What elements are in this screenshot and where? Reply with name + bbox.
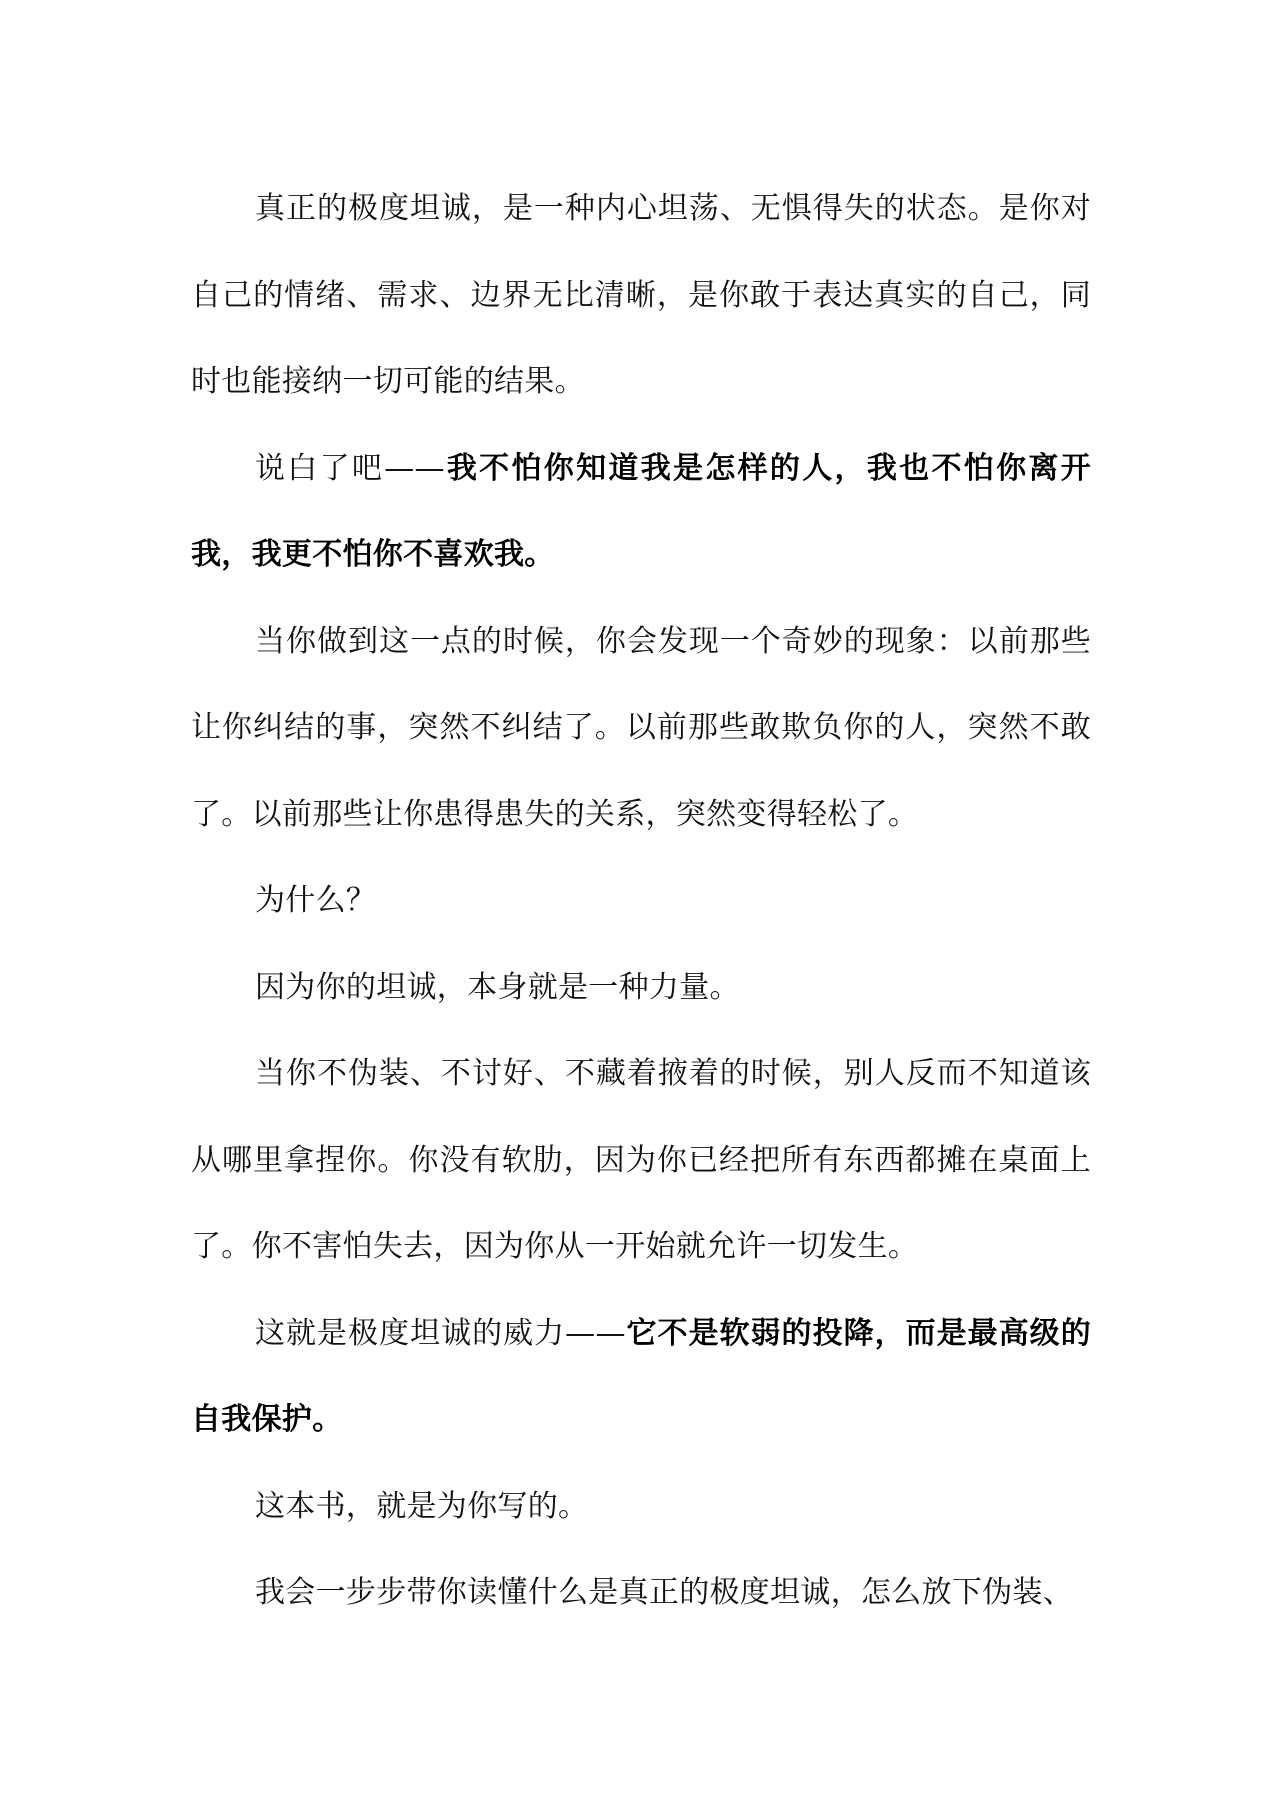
paragraph-8 (191, 1464, 1091, 1551)
paragraph-6 (191, 1031, 1091, 1291)
paragraph-bold-text: 我不怕你知道我是怎样的人，我也不怕你离开我，我更不怕你不喜欢我。 (191, 450, 1091, 572)
paragraph-text: 我会一步步带你读懂什么是真正的极度坦诚，怎么放下伪装、 (255, 1575, 1074, 1610)
paragraph-5 (191, 945, 1091, 1032)
paragraph-text: 真正的极度坦诚，是一种内心坦荡、无惧得失的状态。是你对自己的情绪、需求、边界无比清晰，是你敢于表达真实的自己，同时也能接纳一切可能的结果。 (191, 191, 1091, 399)
body-text (191, 166, 1091, 1637)
paragraph-text: 因为你的坦诚，本身就是一种力量。 (255, 969, 740, 1005)
paragraph-text: 当你不伪装、不讨好、不藏着掖着的时候，别人反而不知道该从哪里拿捏你。你没有软肋，因为你已经把所有东西都摊在桌面上了。你不害怕失去，因为你从一开始就允许一切发生。 (191, 1056, 1091, 1264)
paragraph-1 (191, 166, 1091, 426)
paragraph-text: 当你做到这一点的时候，你会发现一个奇妙的现象：以前那些让你纠结的事，突然不纠结了。以前那些敢欺负你的人，突然不敢了。以前那些让你患得患失的关系，突然变得轻松了。 (191, 623, 1091, 832)
paragraph-text: 说白了吧—— (255, 450, 445, 486)
paragraph-text: 这就是极度坦诚的威力—— (255, 1315, 626, 1351)
paragraph-3 (191, 599, 1091, 859)
paragraph-7 (191, 1291, 1091, 1464)
paragraph-text: 为什么？ (255, 883, 377, 918)
paragraph-2 (191, 426, 1091, 599)
paragraph-9 (191, 1550, 1091, 1637)
paragraph-bold-text: 它不是软弱的投降，而是最高级的自我保护。 (191, 1315, 1091, 1437)
paragraph-text: 这本书，就是为你写的。 (255, 1488, 589, 1524)
paragraph-4 (191, 858, 1091, 945)
